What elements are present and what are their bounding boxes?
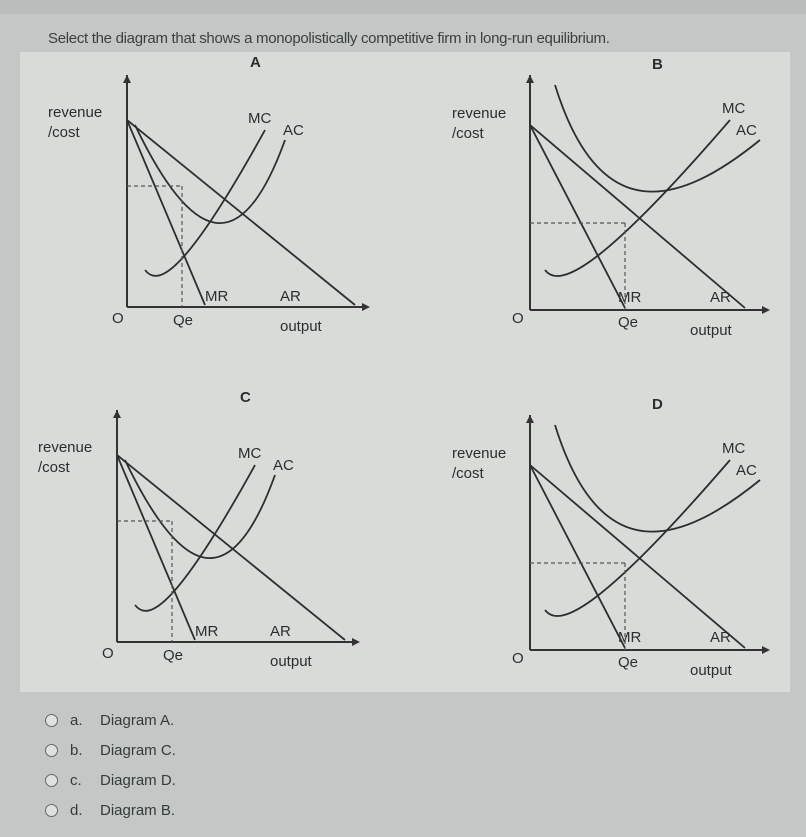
label-y-label-2: /cost <box>452 465 484 482</box>
label-qe: Qe <box>618 654 639 671</box>
radio-button[interactable] <box>45 804 58 817</box>
mc-curve <box>135 465 255 611</box>
label-y-label-2: /cost <box>452 125 484 142</box>
option-label: Diagram B. <box>100 801 176 819</box>
radio-button[interactable] <box>45 774 58 787</box>
option-b[interactable] <box>45 735 176 765</box>
answer-options <box>45 705 176 825</box>
ar-curve <box>530 465 745 648</box>
option-letter: b. <box>70 741 83 759</box>
label-ar: AR <box>710 629 731 646</box>
label-qe: Qe <box>173 312 194 329</box>
label-y-label-1: revenue <box>452 445 507 462</box>
label-title: D <box>652 396 663 413</box>
label-y-label-1: revenue <box>38 439 93 456</box>
label-y-label-2: /cost <box>38 459 70 476</box>
option-letter: a. <box>70 711 83 729</box>
mc-curve <box>545 460 730 616</box>
option-a[interactable] <box>45 705 176 735</box>
diagram-a <box>40 55 380 345</box>
label-x-label: output <box>280 318 322 335</box>
label-ar: AR <box>270 623 291 640</box>
label-mr: MR <box>618 289 642 306</box>
label-origin: O <box>112 310 124 327</box>
label-y-label-1: revenue <box>452 105 507 122</box>
y-axis-arrow-icon <box>526 415 534 423</box>
mr-curve <box>530 125 625 308</box>
label-y-label-2: /cost <box>48 124 80 141</box>
option-label: Diagram A. <box>100 711 175 729</box>
label-mc: MC <box>238 445 262 462</box>
label-mc: MC <box>248 110 272 127</box>
ar-curve <box>127 120 355 305</box>
ac-curve <box>135 125 285 223</box>
label-ar: AR <box>280 288 301 305</box>
label-ar: AR <box>710 289 731 306</box>
label-origin: O <box>512 310 524 327</box>
y-axis-arrow-icon <box>526 75 534 83</box>
ac-curve <box>125 460 275 558</box>
label-x-label: output <box>690 322 732 339</box>
label-origin: O <box>102 645 114 662</box>
option-c[interactable] <box>45 765 176 795</box>
question-text: Select the diagram that shows a monopolistically competitive firm in long-run equilibrium. <box>48 30 610 47</box>
mr-curve <box>530 465 625 648</box>
x-axis-arrow-icon <box>352 638 360 646</box>
label-mr: MR <box>205 288 229 305</box>
radio-button[interactable] <box>45 744 58 757</box>
label-x-label: output <box>270 653 312 670</box>
label-mr: MR <box>618 629 642 646</box>
label-title: B <box>652 56 663 73</box>
diagram-d <box>440 395 780 685</box>
label-mc: MC <box>722 440 746 457</box>
label-x-label: output <box>690 662 732 679</box>
radio-button[interactable] <box>45 714 58 727</box>
option-letter: c. <box>70 771 82 789</box>
option-label: Diagram C. <box>100 741 176 759</box>
diagram-b <box>440 55 780 345</box>
ar-curve <box>530 125 745 308</box>
label-qe: Qe <box>163 647 184 664</box>
option-d[interactable] <box>45 795 176 825</box>
option-label: Diagram D. <box>100 771 176 789</box>
label-mc: MC <box>722 100 746 117</box>
label-ac: AC <box>736 122 757 139</box>
label-mr: MR <box>195 623 219 640</box>
ar-curve <box>117 455 345 640</box>
y-axis-arrow-icon <box>123 75 131 83</box>
label-ac: AC <box>273 457 294 474</box>
label-title: C <box>240 389 251 406</box>
label-qe: Qe <box>618 314 639 331</box>
diagram-c <box>30 390 370 680</box>
x-axis-arrow-icon <box>362 303 370 311</box>
label-ac: AC <box>283 122 304 139</box>
option-letter: d. <box>70 801 83 819</box>
mc-curve <box>145 130 265 276</box>
label-title: A <box>250 54 261 71</box>
label-ac: AC <box>736 462 757 479</box>
x-axis-arrow-icon <box>762 646 770 654</box>
mc-curve <box>545 120 730 276</box>
y-axis-arrow-icon <box>113 410 121 418</box>
quiz-header-bar <box>0 0 806 14</box>
x-axis-arrow-icon <box>762 306 770 314</box>
label-y-label-1: revenue <box>48 104 103 121</box>
label-origin: O <box>512 650 524 667</box>
